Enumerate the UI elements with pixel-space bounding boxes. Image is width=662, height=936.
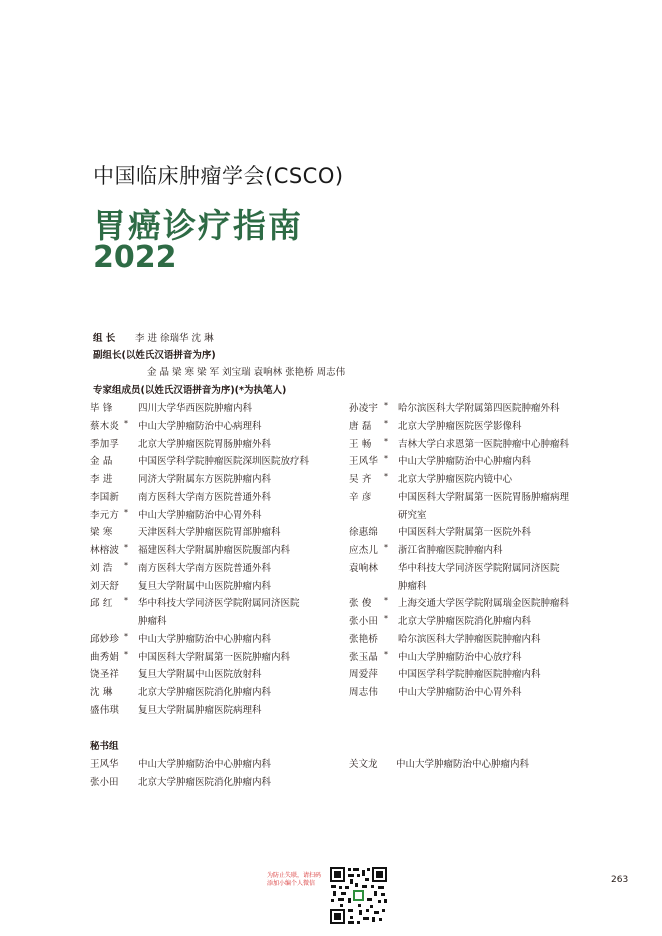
expert-name: 王 畅 [349,438,372,450]
leader-label: 组 长 [93,333,116,344]
expert-affiliation-cont: 肿瘤科 [398,580,427,592]
expert-affiliation: 中山大学肿瘤防治中心病理科 [138,420,262,432]
expert-affiliation: 中山大学肿瘤防治中心肿瘤内科 [138,633,272,645]
experts-label: 专家组成员(以姓氏汉语拼音为序)(*为执笔人) [93,385,287,396]
expert-affiliation: 中国医学科学院肿瘤医院深圳医院放疗科 [138,456,310,468]
author-star: * [124,631,128,641]
author-star: * [124,418,128,428]
author-star: * [384,454,388,464]
author-star: * [384,401,388,410]
deputy-label: 副组长(以姓氏汉语拼音为序) [93,350,216,361]
expert-affiliation-cont: 研究室 [398,509,427,521]
expert-name: 蔡木炎 [90,420,120,432]
leader-names: 李 进 徐瑞华 沈 琳 [135,333,214,344]
expert-affiliation: 中山大学肿瘤防治中心胃外科 [398,687,522,698]
expert-affiliation: 南方医科大学南方医院普通外科 [138,491,272,503]
scan-notice: 为防止失联，请扫码 添加小编个人微信 [267,872,322,887]
secretary-name: 张小田 [90,777,119,788]
expert-affiliation: 北京大学肿瘤医院内镜中心 [398,474,513,485]
author-star: * [384,418,388,428]
expert-name: 吴 齐 [349,474,372,485]
expert-affiliation: 复旦大学附属中山医院放射科 [138,669,262,681]
expert-affiliation: 北京大学肿瘤医院胃肠肿瘤外科 [138,438,272,450]
expert-affiliation: 浙江省肿瘤医院肿瘤内科 [398,545,503,556]
expert-affiliation: 中山大学肿瘤防治中心放疗科 [398,651,522,663]
expert-name: 毕 锋 [90,403,113,414]
expert-affiliation: 吉林大学白求恩第一医院肿瘤中心肿瘤科 [398,438,570,450]
expert-name: 袁响林 [349,562,379,574]
expert-name: 季加孚 [90,438,120,450]
expert-affiliation: 中国医科大学附属第一医院肿瘤内科 [138,651,291,663]
expert-affiliation: 中国医科大学附属第一医院外科 [398,527,532,539]
secretary-org: 北京大学肿瘤医院消化肿瘤内科 [138,777,272,788]
expert-affiliation: 同济大学附属东方医院肿瘤内科 [138,474,272,485]
expert-name: 孙凌宇 [349,403,379,414]
author-star: * [124,560,128,570]
expert-name: 周志伟 [349,687,379,698]
expert-affiliation: 哈尔滨医科大学附属第四医院肿瘤外科 [398,403,560,414]
page-number: 263 [611,875,629,885]
author-star: * [124,596,128,606]
expert-name: 李元方 [90,509,120,521]
secretary-name: 关文龙 [349,759,378,770]
expert-name: 徐惠绵 [349,527,379,539]
expert-name: 曲秀娟 [90,651,120,663]
expert-affiliation: 南方医科大学南方医院普通外科 [138,562,272,574]
expert-name: 张 俊 [349,598,372,610]
expert-name: 金 晶 [90,456,113,468]
expert-affiliation: 复旦大学附属肿瘤医院病理科 [138,704,262,716]
author-star: * [124,649,128,659]
expert-name: 周爱萍 [349,669,379,681]
expert-affiliation: 复旦大学附属中山医院肿瘤内科 [138,580,272,592]
expert-affiliation: 中山大学肿瘤防治中心胃外科 [138,509,262,521]
author-star: * [124,543,128,552]
expert-name: 邱妙珍 [90,633,120,645]
expert-affiliation: 华中科技大学同济医学院附属同济医院 [138,598,300,610]
secretary-org: 中山大学肿瘤防治中心肿瘤内科 [396,759,530,770]
author-star: * [384,543,388,552]
expert-name: 唐 磊 [349,420,372,432]
expert-name: 应杰儿 [349,545,379,556]
expert-name: 沈 琳 [90,687,113,698]
qr-code[interactable] [329,866,388,925]
author-star: * [384,649,388,659]
author-star: * [384,436,388,446]
expert-affiliation: 北京大学肿瘤医院消化肿瘤内科 [138,687,272,698]
secretary-name: 王风华 [90,759,119,770]
deputy-names: 金 晶 梁 寒 梁 军 刘宝瑞 袁响林 张艳桥 周志伟 [147,367,346,378]
expert-name: 张艳桥 [349,633,379,645]
secretary-org: 中山大学肿瘤防治中心肿瘤内科 [138,759,272,770]
expert-affiliation: 北京大学肿瘤医院医学影像科 [398,420,522,432]
guideline-title: 胃癌诊疗指南 [93,206,303,245]
expert-name: 邱 红 [90,598,113,610]
org-heading: 中国临床肿瘤学会(CSCO) [93,164,344,188]
expert-affiliation: 北京大学肿瘤医院消化肿瘤内科 [398,616,532,627]
expert-affiliation: 中国医科大学附属第一医院胃肠肿瘤病理 [398,491,570,503]
expert-affiliation-cont: 肿瘤科 [138,616,167,627]
expert-affiliation: 中山大学肿瘤防治中心肿瘤内科 [398,456,532,468]
expert-affiliation: 哈尔滨医科大学肿瘤医院肿瘤内科 [398,633,541,645]
expert-affiliation: 上海交通大学医学院附属瑞金医院肿瘤科 [398,598,570,610]
expert-name: 王风华 [349,456,379,468]
expert-name: 刘天舒 [90,580,120,592]
expert-affiliation: 天津医科大学肿瘤医院胃部肿瘤科 [138,527,281,539]
expert-name: 辛 彦 [349,491,372,503]
expert-name: 饶圣祥 [90,669,120,681]
expert-name: 盛伟琪 [90,704,120,716]
expert-name: 李 进 [90,474,113,485]
expert-affiliation: 福建医科大学附属肿瘤医院腹部内科 [138,545,291,556]
author-star: * [384,614,388,623]
expert-name: 林榕波 [90,545,120,556]
qr-code-icon [329,866,388,925]
author-star: * [384,472,388,481]
expert-affiliation: 中国医学科学院肿瘤医院肿瘤内科 [398,669,541,681]
author-star: * [384,596,388,606]
expert-name: 刘 浩 [90,562,113,574]
expert-name: 梁 寒 [90,527,113,539]
expert-affiliation: 四川大学华西医院肿瘤内科 [138,403,253,414]
expert-affiliation: 华中科技大学同济医学院附属同济医院 [398,562,560,574]
expert-name: 张小田 [349,616,379,627]
expert-name: 张玉晶 [349,651,379,663]
expert-name: 李国新 [90,491,120,503]
secretary-label: 秘书组 [90,741,119,752]
author-star: * [124,507,128,517]
guideline-year: 2022 [93,240,177,275]
